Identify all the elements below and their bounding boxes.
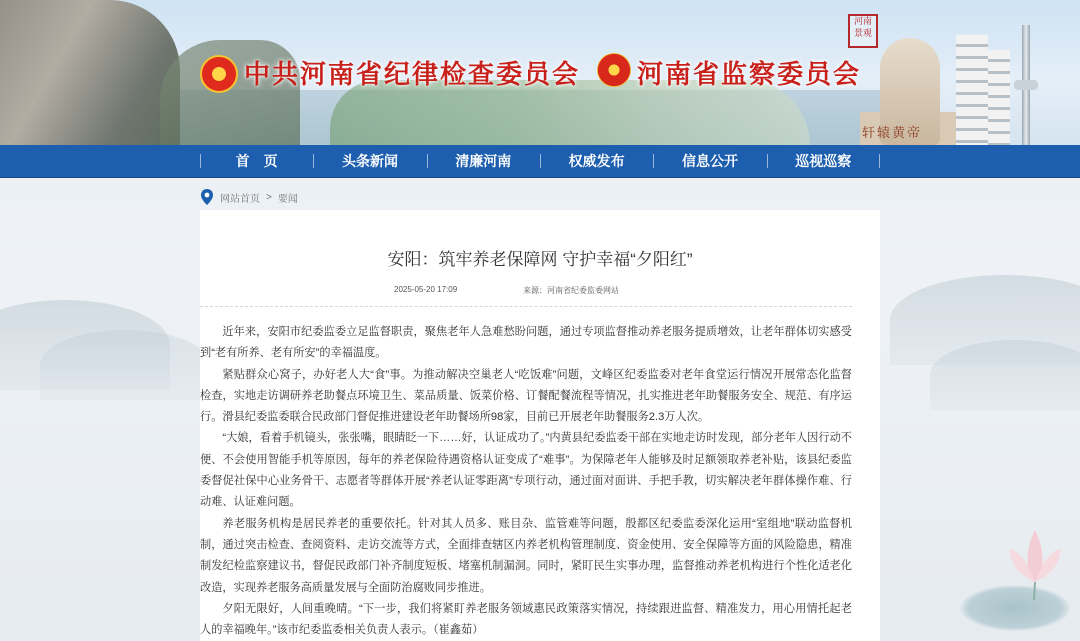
- article-body: [200, 322, 852, 641]
- nav-item-headlines[interactable]: 头条新闻: [313, 145, 426, 177]
- article-title: 安阳：筑牢养老保障网 守护幸福“夕阳红”: [387, 250, 693, 269]
- nav-item-inspection[interactable]: 巡视巡察: [767, 145, 880, 177]
- tv-tower-image: [1022, 25, 1030, 145]
- article-paragraph: 近年来，安阳市纪委监委立足监督职责，聚焦老年人急难愁盼问题，通过专项监督推动养老服务提质增效，让老年群体切实感受到“老有所养、老有所安”的幸福温度。: [200, 326, 852, 360]
- breadcrumb-current-link[interactable]: 要闻: [277, 193, 298, 205]
- article-paragraph: “大娘，看着手机镜头，张张嘴，眼睛眨一下……好，认证成功了。”内黄县纪委监委干部在实地走访时发现，部分老年人因行动不便、不会使用智能手机等原因，每年的养老保险待遇资格认证变成了“难事”。为保障老年人能够及时足额领取养老补贴，该县纪委监委督促社保中心业务骨干、志愿者等群体开展“养老认证零距离”专项行动，通过面对面讲、手把手教，切实解决老年群体操作难、行动难、认证难问题。: [200, 432, 852, 509]
- location-pin-icon: [200, 188, 214, 206]
- nav-items: [200, 145, 880, 177]
- bg-mountain-left-2: [40, 330, 210, 400]
- seal-stamp: [848, 14, 878, 48]
- main-nav: [0, 145, 1080, 178]
- breadcrumb: [200, 185, 880, 209]
- banner-cliff: [0, 0, 180, 145]
- lotus-flower-icon: [1000, 520, 1070, 600]
- bg-mountain-right-2: [930, 340, 1080, 410]
- party-emblem-icon: [200, 55, 238, 93]
- calligraphy-text: 轩辕黄帝: [862, 126, 923, 141]
- article-paragraph: 养老服务机构是居民养老的重要依托。针对其人员多、账目杂、监管难等问题，殷都区纪委监委深化运用“室组地”联动监督机制，通过突击检查、查阅资料、走访交流等方式，全面排查辖区内养老机构管理制度、资金使用、安全保障等方面的风险隐患，精准制发纪检监察建议书，督促民政部门补齐制度短板、堵塞机制漏洞。同时，紧盯民生实事办理，监督推动养老机构进行个性化适老化改造，实现养老服务高质量发展与全面防治腐败同步推进。: [200, 517, 852, 594]
- pagoda-tower-image-2: [988, 50, 1010, 145]
- title-divider: [200, 306, 852, 307]
- breadcrumb-separator: >: [266, 191, 272, 203]
- org-title-supervision: 河南省监察委员会: [637, 60, 862, 90]
- pagoda-tower-image: [956, 35, 988, 145]
- article-source: [523, 285, 619, 296]
- nav-item-disclosure[interactable]: 信息公开: [653, 145, 766, 177]
- seal-text: 河南 景观: [853, 17, 872, 39]
- nav-item-home[interactable]: 首 页: [200, 145, 313, 177]
- national-emblem-icon: [597, 53, 631, 87]
- breadcrumb-home-link[interactable]: 网站首页: [220, 193, 260, 205]
- article-paragraph: 夕阳无限好，人间重晚晴。“下一步，我们将紧盯养老服务领域惠民政策落实情况，持续跟进监督、精准发力，用心用情托起老人的幸福晚年。”该市纪委监委相关负责人表示。（崔鑫茹）: [200, 602, 852, 637]
- nav-item-releases[interactable]: 权威发布: [540, 145, 653, 177]
- org-title-discipline: 中共河南省纪律检查委员会: [244, 60, 581, 90]
- article-source-label: 来源：: [523, 286, 547, 295]
- article-paragraph: 紧贴群众心窝子，办好老人大“食”事。为推动解决空巢老人“吃饭难”问题，文峰区纪委监委对老年食堂运行情况开展常态化监督检查，实地走访调研养老助餐点环境卫生、菜品质量、饭菜价格、订餐配餐流程等情况，扎实推进老年助餐服务安全、规范、有序运行。滑县纪委监委联合民政部门督促推进建设老年助餐场所98家，目前已开展老年助餐服务2.3万人次。: [200, 368, 852, 424]
- article-panel: [200, 210, 880, 641]
- article-date: 2025-05-20 17:09: [394, 285, 458, 294]
- nav-item-clean-henan[interactable]: 清廉河南: [427, 145, 540, 177]
- article-source-name: 河南省纪委监委网站: [547, 286, 619, 295]
- header-banner: [0, 0, 1080, 145]
